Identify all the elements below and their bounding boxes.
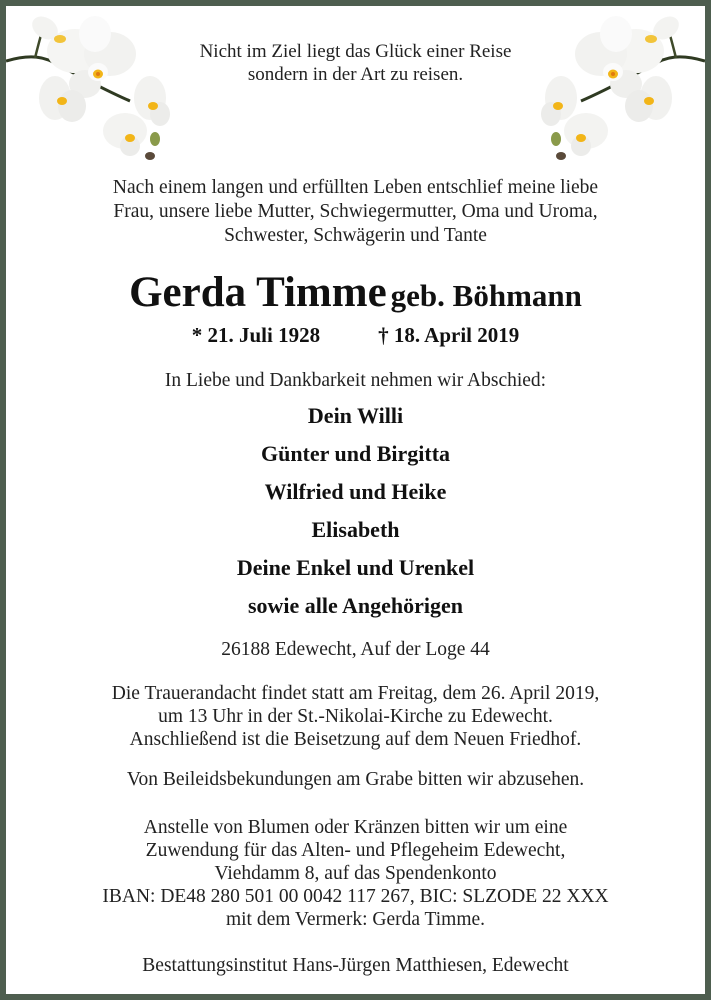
family-address: 26188 Edewecht, Auf der Loge 44 [221, 639, 490, 660]
service-line-1: Die Trauerandacht findet statt am Freitag, dem 26. April 2019, [111, 683, 600, 704]
deceased-maiden-name: geb. Böhmann [390, 278, 582, 313]
donation-line-5: mit dem Vermerk: Gerda Timme. [225, 909, 486, 930]
mourner-line: Dein Willi [307, 403, 404, 428]
intro-line-3: Schwester, Schwägerin und Tante [224, 225, 487, 246]
undertaker-credit: Bestattungsinstitut Hans-Jürgen Matthiesen, Edewecht [142, 955, 569, 976]
farewell-intro: In Liebe und Dankbarkeit nehmen wir Abschied: [164, 370, 547, 391]
birth-date: * 21. Juli 1928 [191, 323, 321, 347]
mourner-line: Elisabeth [311, 517, 400, 542]
orchid-right-icon [531, 6, 705, 166]
farewell-section [6, 368, 705, 619]
motto-line-2: sondern in der Art zu reisen. [247, 64, 464, 85]
intro-text [6, 176, 705, 248]
condolence-note: Von Beileidsbekundungen am Grabe bitten wir abzusehen. [126, 769, 585, 790]
mourner-line: Wilfried und Heike [264, 479, 447, 504]
obituary-notice [6, 6, 705, 994]
life-dates [6, 322, 705, 348]
intro-line-1: Nach einem langen und erfüllten Leben entschlief meine liebe [112, 177, 599, 198]
deceased-full-name: Gerda Timme [129, 269, 387, 316]
mourner-line: Deine Enkel und Urenkel [236, 555, 475, 580]
motto-quote [6, 40, 705, 86]
donation-line-3: Viehdamm 8, auf das Spendenkonto [214, 863, 497, 884]
intro-line-2: Frau, unsere liebe Mutter, Schwiegermutter, Oma und Uroma, [113, 201, 598, 222]
orchid-left-icon [6, 6, 180, 166]
service-line-3: Anschließend ist die Beisetzung auf dem Neuen Friedhof. [129, 729, 582, 750]
death-date: † 18. April 2019 [378, 323, 520, 347]
donation-line-2: Zuwendung für das Alten- und Pflegeheim Edewecht, [145, 840, 566, 861]
service-line-2: um 13 Uhr in der St.-Nikolai-Kirche zu Edewecht. [158, 706, 553, 727]
donation-line-1: Anstelle von Blumen oder Kränzen bitten wir um eine [143, 817, 568, 838]
motto-line-1: Nicht im Ziel liegt das Glück einer Reise [199, 41, 512, 62]
mourner-line: sowie alle Angehörigen [247, 593, 464, 618]
deceased-name [6, 268, 705, 327]
funeral-service-info [6, 682, 705, 751]
mourner-line: Günter und Birgitta [260, 441, 451, 466]
donation-info [6, 816, 705, 931]
donation-bank-details: IBAN: DE48 280 501 00 0042 117 267, BIC: SLZODE 22 XXX [102, 886, 609, 907]
